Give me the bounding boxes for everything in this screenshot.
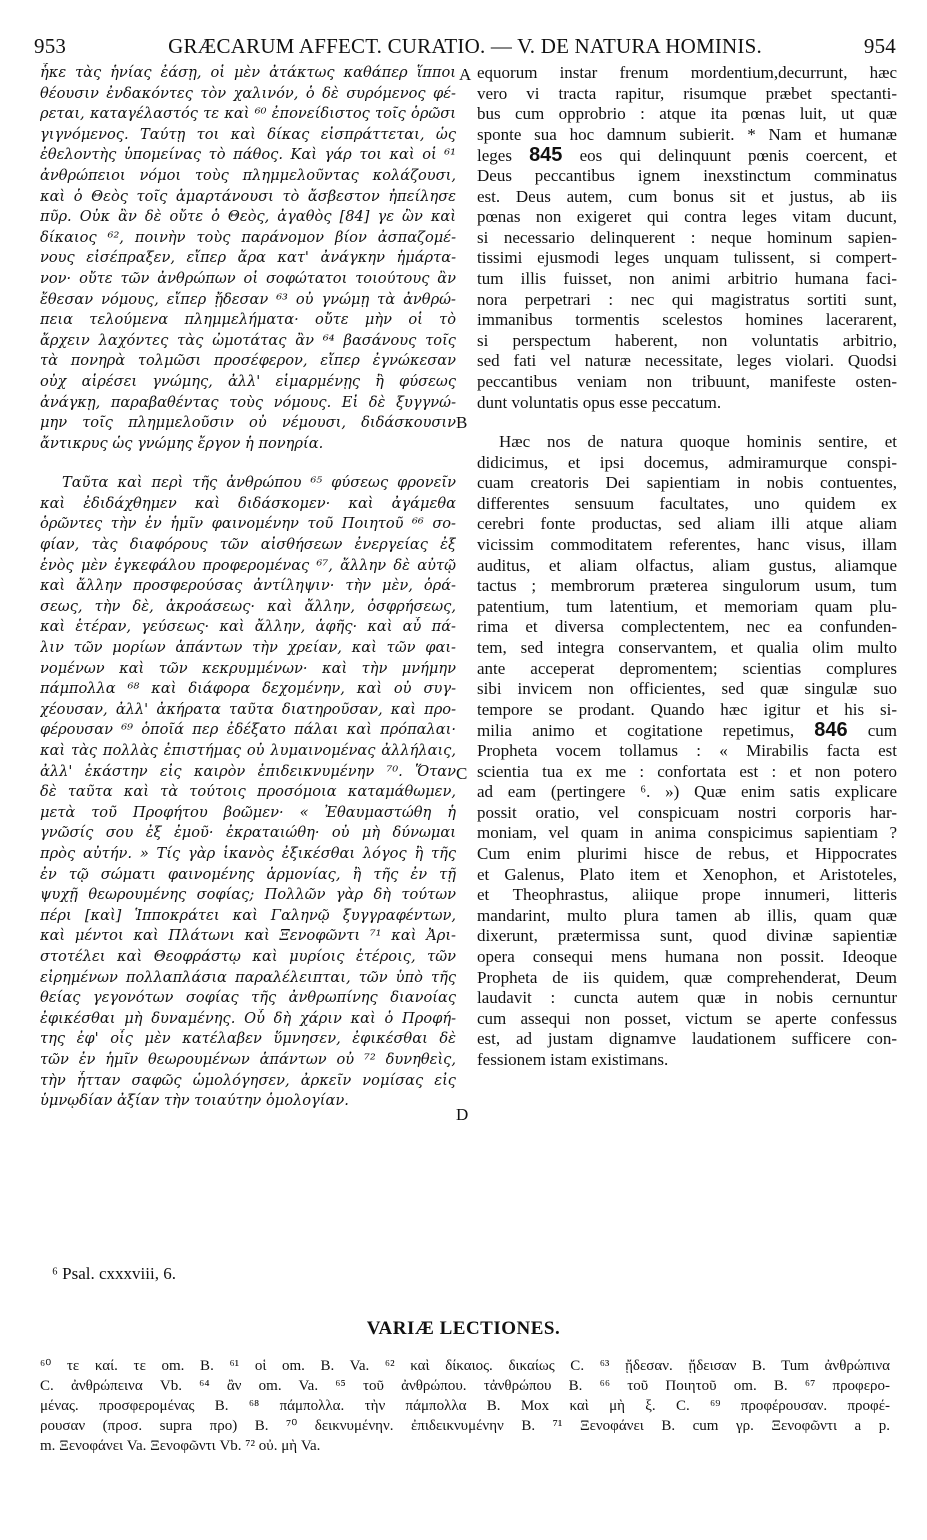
greek-text-line: ἐθελοντὴς ὑπομείνας τὸ πάθος. Καὶ γάρ τοι καὶ οἱ ⁶¹ [40, 146, 456, 164]
latin-text-line: patentium, tum latentium, et memoriam quam plu- [477, 596, 897, 616]
latin-text-line: Deus peccantibus ignem inexstinctum comminatus [477, 165, 897, 185]
margin-letter-a: A [459, 65, 472, 84]
greek-text-line: μην τοῖς πλημμελοῦσιν οὐ νέμουσι, διδάσκουσιν [40, 414, 456, 432]
greek-text-line: θείας γεγονότων σοφίας τῆς ἀνθρωπίνης διανοίας [40, 989, 456, 1007]
column-number-846: 846 [814, 720, 848, 741]
running-header [34, 28, 896, 64]
latin-word: cum [867, 721, 897, 741]
greek-text-line: καὶ ὁ Θεὸς τοῖς ἁμαρτάνουσι τὸ ἄσβεστον ἠπείλησε [40, 187, 456, 205]
latin-text-fragment: milia animo et cogitatione repetimus, [477, 721, 795, 741]
greek-text-line: καὶ μέντοι καὶ Πλάτωνι καὶ Ξενοφῶντι ⁷¹ καὶ Ἀρι- [40, 927, 456, 945]
latin-text-line: Propheta de iis quidem, quæ comprehenderat, Deum [477, 967, 897, 987]
greek-text-line: στοτέλει καὶ Θεοφράστῳ καὶ μυρίοις ἑτέροις, τῶν [40, 947, 456, 965]
greek-text-line: δὲ ταῦτα καὶ τὰ τούτοις προσόμοια καταμάθωμεν, [40, 783, 456, 801]
latin-text-line: si necessario delinquerent : neque hominum sapien- [477, 227, 897, 247]
latin-text-line: sponte sua hoc damnum subierit. * Nam et humanæ [477, 124, 897, 144]
latin-text-line: Propheta vocem tollamus : « Mirabilis facta est [477, 741, 897, 760]
column-number-845: 845 [529, 145, 563, 166]
greek-text-line: ψυχῇ θεωρουμένης σοφίας; Πολλῶν γὰρ δὴ τούτων [40, 886, 456, 904]
greek-text-line: τὰ πονηρὰ τολμῶσι προσέφερον, εἴπερ ἐγνώκεσαν [40, 352, 456, 370]
greek-text-line: γιγνόμενος. Ταύτῃ τοι καὶ δίκας εἰσπράττεται, ὡς [40, 125, 456, 143]
greek-text-line: ὁρῶντες τὴν ἐν ἡμῖν φαινομένην τοῦ Ποιητοῦ ⁶⁶ σο- [40, 515, 456, 533]
latin-text-line: Hæc nos de natura quoque hominis sentire, et [499, 432, 897, 452]
latin-text-line: rima et diversa complectentem, nec ea confunden- [477, 617, 897, 637]
variant-reading-line: m. Ξενοφάνει Va. Ξενοφῶντι Vb. ⁷² οὐ. μὴ Va. [40, 1438, 321, 1454]
latin-text-line: tactus ; membrorum præterea singulorum usum, tum [477, 576, 897, 596]
greek-text-line: καὶ τὰς πολλὰς ἐπιστήμας οὐ λυμαινομένας ἀλλήλαις, [40, 742, 456, 759]
greek-text-line: μετὰ τοῦ Προφήτου βοῶμεν· « Ἐθαυμαστώθη ἡ [40, 803, 456, 821]
variae-lectiones-title: VARIÆ LECTIONES. [366, 1318, 561, 1339]
latin-text-line: et Theophrastus, aliique prope innumeri, litteris [477, 885, 897, 905]
variant-reading-line: C. ἀνθρώπεινα Vb. ⁶⁴ ἂν om. Va. ⁶⁵ τοῦ ἀνθρώπου. τἀνθρώπου B. ⁶⁶ τοῦ Ποιητοῦ om. B. ⁶⁷ προφερο- [40, 1378, 890, 1394]
paragraph-gap [477, 413, 897, 432]
greek-text-line: νους εἰσέπραξεν, εἴπερ ἄρα κατ' ἀνάγκην ἡμάρτα- [40, 249, 456, 267]
latin-text-line: nora perpetrari : nec qui magistratus sortiti sunt, [477, 289, 897, 309]
latin-text-fragment: eos qui delinquunt pœnis coercent, et [579, 146, 897, 166]
latin-text-line: ad eam (pertingere ⁶. ») Quæ enim satis explicare [477, 782, 897, 802]
latin-text-line: et Galenus, Plato item et Xenophon, et Aristoteles, [477, 864, 897, 884]
latin-text-line: cuam creatoris Dei sapientiam in nobis contuentes, [477, 473, 897, 493]
paragraph-gap [40, 454, 456, 473]
latin-text-line: immanibus tormentis scelestos homines lacerarent, [477, 310, 897, 330]
latin-text-line: vero vi tracta rapitur, risumque præbet spectanti- [477, 83, 897, 103]
latin-text-line: mandarint, multo plura tamen ab illis, quam quæ [477, 905, 897, 925]
greek-text-line: ἀνάγκῃ, παραβαθέντας τοὺς νόμους. Εἰ δὲ ξυγγνώ- [40, 393, 456, 411]
greek-text-line: ἧκε τὰς ἡνίας ἐάσῃ, οἱ μὲν ἀτάκτως καθάπερ ἵπποι [40, 64, 456, 81]
latin-text-line: ante acceperat depromentem; scientias complures [477, 658, 897, 678]
greek-text-line: ἀλλ' ἑκάστην εἰς καιρὸν ἐπιδεικνυμένην ⁷⁰. Ὅταν [40, 762, 456, 780]
greek-text-line: ἄρχειν λαχόντες τὰς ὠμοτάτας ἂν ⁶⁴ βασάνους τοῖς [40, 331, 456, 349]
latin-text-line: dixerunt, prætermissa sunt, quod divinæ sapientiæ [477, 926, 897, 946]
greek-text-line: φέρουσαν ⁶⁹ ὁποῖά περ ἐδέξατο πάλαι καὶ πρόπαλαι· [40, 721, 456, 739]
greek-text-line: πεια τελούμενα πλημμελήματα· οὔτε μὴν οἱ τὸ [40, 311, 456, 329]
greek-text-line: Ταῦτα καὶ περὶ τῆς ἀνθρώπου ⁶⁵ φύσεως φρονεῖν [62, 474, 456, 492]
variant-reading-line: ρουσαν (προσ. supra προ) B. ⁷⁰ δεικνυμένην. ἐπιδεικνυμένην B. ⁷¹ Ξενοφάνει B. cum γρ. Ξενοφῶντι a p. [40, 1418, 890, 1434]
latin-text-line: si perspectum haberent, non voluntatis arbitrio, [477, 330, 897, 350]
greek-text-line: γνῶσίς σου ἐξ ἐμοῦ· ἐκραταιώθη· οὐ μὴ δύνωμαι [40, 824, 456, 842]
latin-text-line: opera consequi mens humana non possit. Ideoque [477, 946, 897, 966]
margin-letter-b: B [456, 413, 468, 432]
latin-text-line: cerebri fonte productas, sed aliam illi atque aliam [477, 514, 897, 534]
greek-text-line: τῶν ἐν ἡμῖν θεωρουμένων ἁπάντων οὐ ⁷² δυνηθεὶς, [40, 1050, 456, 1068]
latin-word: leges [477, 146, 512, 166]
greek-text-line: τὴν ἧτταν σαφῶς ὡμολόγησεν, ἀρκεῖν νομίσας εἰς [40, 1071, 456, 1089]
greek-text-line: πάμπολλα ⁶⁸ καὶ διάφορα δεχομένην, καὶ οὐ συγ- [40, 680, 456, 698]
latin-text-line [477, 145, 897, 166]
latin-text-line: didicimus, et ipsi docemus, admiramurque conspi- [477, 452, 897, 472]
greek-text-line: ἄντικρυς ὡς γνώμης ἔργον ἡ πονηρία. [40, 434, 324, 452]
latin-text-line: tempore se prodant. Quando hæc igitur et his si- [477, 699, 897, 719]
latin-text-line: tem, sed integra conservantem, et qualia olim multo [477, 638, 897, 658]
greek-text-line: οὐχ αἱρέσει γνώμης, ἀλλ' εἱμαρμένῃς ἢ φύσεως [40, 372, 456, 390]
latin-text-line: fessionem istam existimans. [477, 1049, 669, 1069]
greek-text-line: πῦρ. Οὐκ ἂν δὲ οὔτε ὁ Θεὸς, ἀγαθὸς [84] γε ὢν καὶ [40, 208, 456, 226]
latin-text-line: tum illis fuisset, non animi arbitrio humana faci- [477, 268, 897, 288]
greek-text-line: χέουσαν, ἀλλ' ἀκήρατα ταῦτα διατηροῦσαν, καὶ προ- [40, 700, 456, 718]
scripture-footnote: ⁶ Psal. cxxxviii, 6. [52, 1264, 176, 1283]
variant-reading-line: ⁶⁰ τε καί. τε om. B. ⁶¹ οἱ om. B. Va. ⁶² καὶ δίκαιος. δικαίως C. ⁶³ ᾔδεσαν. ᾔδεισαν B. Tum ἀνθρώπινα [40, 1358, 890, 1374]
greek-text-line: δίκαιος ⁶², ποινὴν τοὺς παράνομον βίον ἀσπαζομέ- [40, 228, 456, 246]
greek-text-line: νον· οὔτε τῶν ἀνθρώπων οἱ σοφώτατοι τοιούτους ἂν [40, 269, 456, 287]
page-number-left: 953 [34, 34, 67, 58]
greek-text-line: ἔθεσαν νόμους, εἴπερ ᾔδεσαν ⁶³ οὐ γνώμῃ τὰ ἀνθρώ- [40, 290, 456, 308]
greek-text-line: πέρι [καὶ] Ἱπποκράτει καὶ Γαληνῷ ξυγγραφέντων, [40, 906, 456, 924]
greek-text-line: ἐν τῷ σώματι φαινομένης ἁρμονίας, ἢ τῆς ἐν τῇ [40, 865, 456, 883]
latin-text-line: laudavit : cuncta autem quæ in nobis cernuntur [477, 988, 897, 1008]
greek-text-line: νομένων καὶ τῶν κεκρυμμένων· καὶ τὴν μνήμην [40, 659, 456, 677]
latin-text-column [477, 63, 897, 1071]
greek-text-line: καὶ ἄλλην προσφερούσας ἀντίληψιν· τὴν μὲν, ὁρά- [40, 577, 456, 595]
greek-text-line: σεως, τὴν δὲ, ἀκροάσεως· καὶ ἄλλην, ὀσφρήσεως, [40, 597, 456, 615]
greek-text-line: θέουσιν ἐνδακόντες τὸν χαλινόν, ὁ δὲ συρόμενος φέ- [40, 84, 456, 102]
latin-text-line: sed fati vel naturæ necessitate, leges violari. Quodsi [477, 351, 897, 371]
greek-text-line: ρεται, καταγέλαστός τε καὶ ⁶⁰ ἐπονείδιστος τοῖς ὁρῶσι [40, 105, 456, 123]
latin-text-line: cum assequi non posset, victum se aperte confessus [477, 1008, 897, 1028]
latin-text-line: est, ad justam dignamve laudationem sufficere con- [477, 1029, 897, 1049]
latin-text-line: sibi invicem non officientes, sed quæ singulæ suo [477, 679, 897, 699]
latin-text-line: possit oratio, vel conspicuam nostri corporis har- [477, 802, 897, 822]
latin-text-line: peccantibus veniam non tribuunt, manifeste osten- [477, 371, 897, 391]
greek-text-line: ὑμνῳδίαν ἀξίαν τὴν τοιαύτην ὁμολογίαν. [40, 1092, 349, 1110]
margin-letter-d: D [456, 1105, 469, 1124]
latin-text-line: vicissim commoditatem referentes, hanc visus, illam [477, 535, 897, 555]
greek-text-line: ἐφικέσθαι μὴ δυναμένης. Οὗ δὴ χάριν καὶ ὁ Προφή- [40, 1009, 456, 1027]
latin-text-line: scientia tua ex me : confortata est : et non potero [477, 761, 897, 781]
latin-text-line: est. Deus autem, cum bonus sit et justus, ab iis [477, 186, 897, 206]
latin-text-line: tissimi ejusmodi leges unquam tulissent, si compert- [477, 248, 897, 268]
latin-text-line: moniam, vel quam in anima conspicimus sapientiam ? [477, 823, 897, 843]
greek-text-line: λιν τῶν μορίων ἁπάντων τὴν χρείαν, καὶ τῶν φαι- [40, 639, 456, 657]
latin-text-line: equorum instar frenum mordentium,decurrunt, hæc [477, 63, 897, 82]
variant-reading-line: μένας. προσφερομένας B. ⁶⁸ πάμπολλα. τὴν πάμπολλα B. Mox καὶ μὴ ξ. C. ⁶⁹ προφέρουσαν. προφέ- [40, 1398, 890, 1414]
greek-text-line: εἰρημένων πολλαπλάσια παραλέλειπται, τῶν ὑπὸ τῆς [40, 968, 456, 986]
greek-text-line: καὶ ἐδιδάχθημεν καὶ διδάσκομεν· καὶ ἀγάμεθα [40, 494, 456, 512]
variae-lectiones-notes [40, 1356, 890, 1456]
greek-text-line: ἀνθρώπειοι νόμοι τοὺς πλημμελοῦντας κολάζουσι, [40, 166, 456, 184]
latin-text-line: differentes sensuum facultates, uno quidem ex [477, 493, 897, 513]
running-title: GRÆCARUM AFFECT. CURATIO. — V. DE NATURA HOMINIS. [168, 34, 762, 58]
latin-text-line: pœnas non exigeret qui contra leges vitam ducunt, [477, 207, 897, 227]
greek-text-line: καὶ ἑτέραν, γεύσεως· καὶ ἄλλην, ἁφῆς· καὶ αὖ πά- [40, 618, 456, 636]
greek-text-line: φίαν, τὰς διαφόρους τῶν αἰσθήσεων ἐνεργείας ἐξ [40, 536, 456, 554]
greek-text-column [40, 63, 456, 1112]
latin-text-line: Cum enim plurimi hisce de rebus, et Hippocrates [477, 843, 897, 863]
latin-text-line: dunt voluntatis opus esse peccatum. [477, 392, 722, 412]
greek-text-line: πρὸς αὐτήν. » Τίς γὰρ ἱκανὸς ἐξικέσθαι λόγος ἢ τῆς [40, 844, 456, 862]
margin-letter-c: C [456, 764, 468, 783]
latin-text-line [477, 720, 897, 741]
page-number-right: 954 [863, 34, 896, 58]
latin-text-line: auditus, et aliam olfactus, aliam gustus, aliamque [477, 555, 897, 575]
greek-text-line: της ἐφ' οἷς μὲν κατέλαβεν ὕμνησεν, ἐφικέσθαι δὲ [40, 1030, 456, 1048]
greek-text-line: ἑνὸς μὲν ἐγκεφάλου προφερομένας ⁶⁷, ἄλλην δὲ αὐτῷ [40, 556, 456, 574]
latin-text-line: bus cum opprobrio : atque ita pœnas luit, ut quæ [477, 104, 897, 124]
